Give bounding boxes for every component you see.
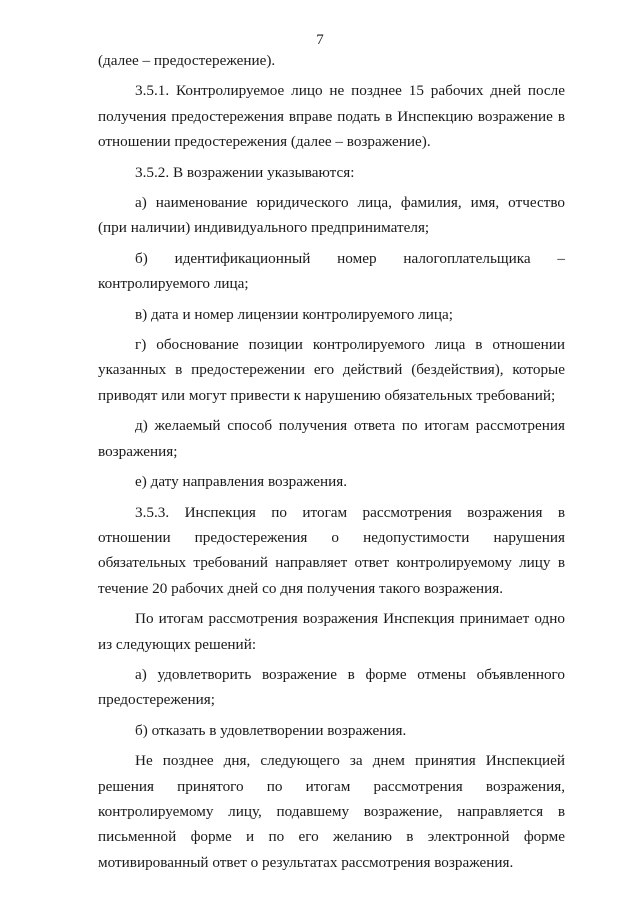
paragraph-3-5-3: 3.5.3. Инспекция по итогам рассмотрения возражения в отношении предостережения о недопустимости нарушения обязательных требований направляет ответ контролируемому лицу в течение 20 рабочих дней со дня получения такого возражения.: [98, 503, 565, 597]
paragraph-continuation: (далее – предостережение).: [98, 52, 276, 69]
list-item-e: е) дату направления возражения.: [135, 473, 348, 491]
list-item-b-line: [98, 246, 565, 271]
paragraph-3-5-1: 3.5.1. Контролируемое лицо не позднее 15 рабочих дней после получения предостережения вправе подать в Инспекцию возражение в отношении предостережения (далее – возражение).: [98, 82, 565, 151]
list-item-b-word: налогоплательщика: [403, 249, 531, 267]
document-body: [98, 48, 565, 880]
page-number: 7: [316, 32, 324, 48]
list-item-d: д) желаемый способ получения ответа по итогам рассмотрения возражения;: [98, 417, 565, 460]
paragraph-response-deadline: Не позднее дня, следующего за днем принятия Инспекцией решения принятого по итогам рассмотрения возражения, контролируемому лицу, подавшему возражение, направляется в письменной форме и по его желанию в электронной форме мотивированный ответ о результатах рассмотрения возражения.: [98, 752, 565, 871]
list-item-a: а) наименование юридического лица, фамилия, имя, отчество (при наличии) индивидуального предпринимателя;: [98, 194, 565, 237]
paragraph-decisions-intro: По итогам рассмотрения возражения Инспекция принимает одно из следующих решений:: [98, 610, 565, 653]
list-item-b-word: идентификационный: [174, 249, 311, 267]
paragraph-3-5-2: 3.5.2. В возражении указываются:: [135, 163, 355, 181]
list-item-b-word: –: [557, 249, 565, 267]
list-item-b-continuation: контролируемого лица;: [98, 275, 249, 293]
list-item-v: в) дата и номер лицензии контролируемого лица;: [135, 305, 453, 323]
decision-item-b: б) отказать в удовлетворении возражения.: [135, 721, 407, 739]
list-item-b-word: номер: [337, 249, 377, 267]
list-item-g: г) обоснование позиции контролируемого лица в отношении указанных в предостережении его действий (бездействия), которые приводят или могут привести к нарушению обязательных требований;: [98, 336, 565, 404]
list-item-b-word: б): [135, 249, 148, 267]
decision-item-a: а) удовлетворить возражение в форме отмены объявленного предостережения;: [98, 665, 565, 709]
